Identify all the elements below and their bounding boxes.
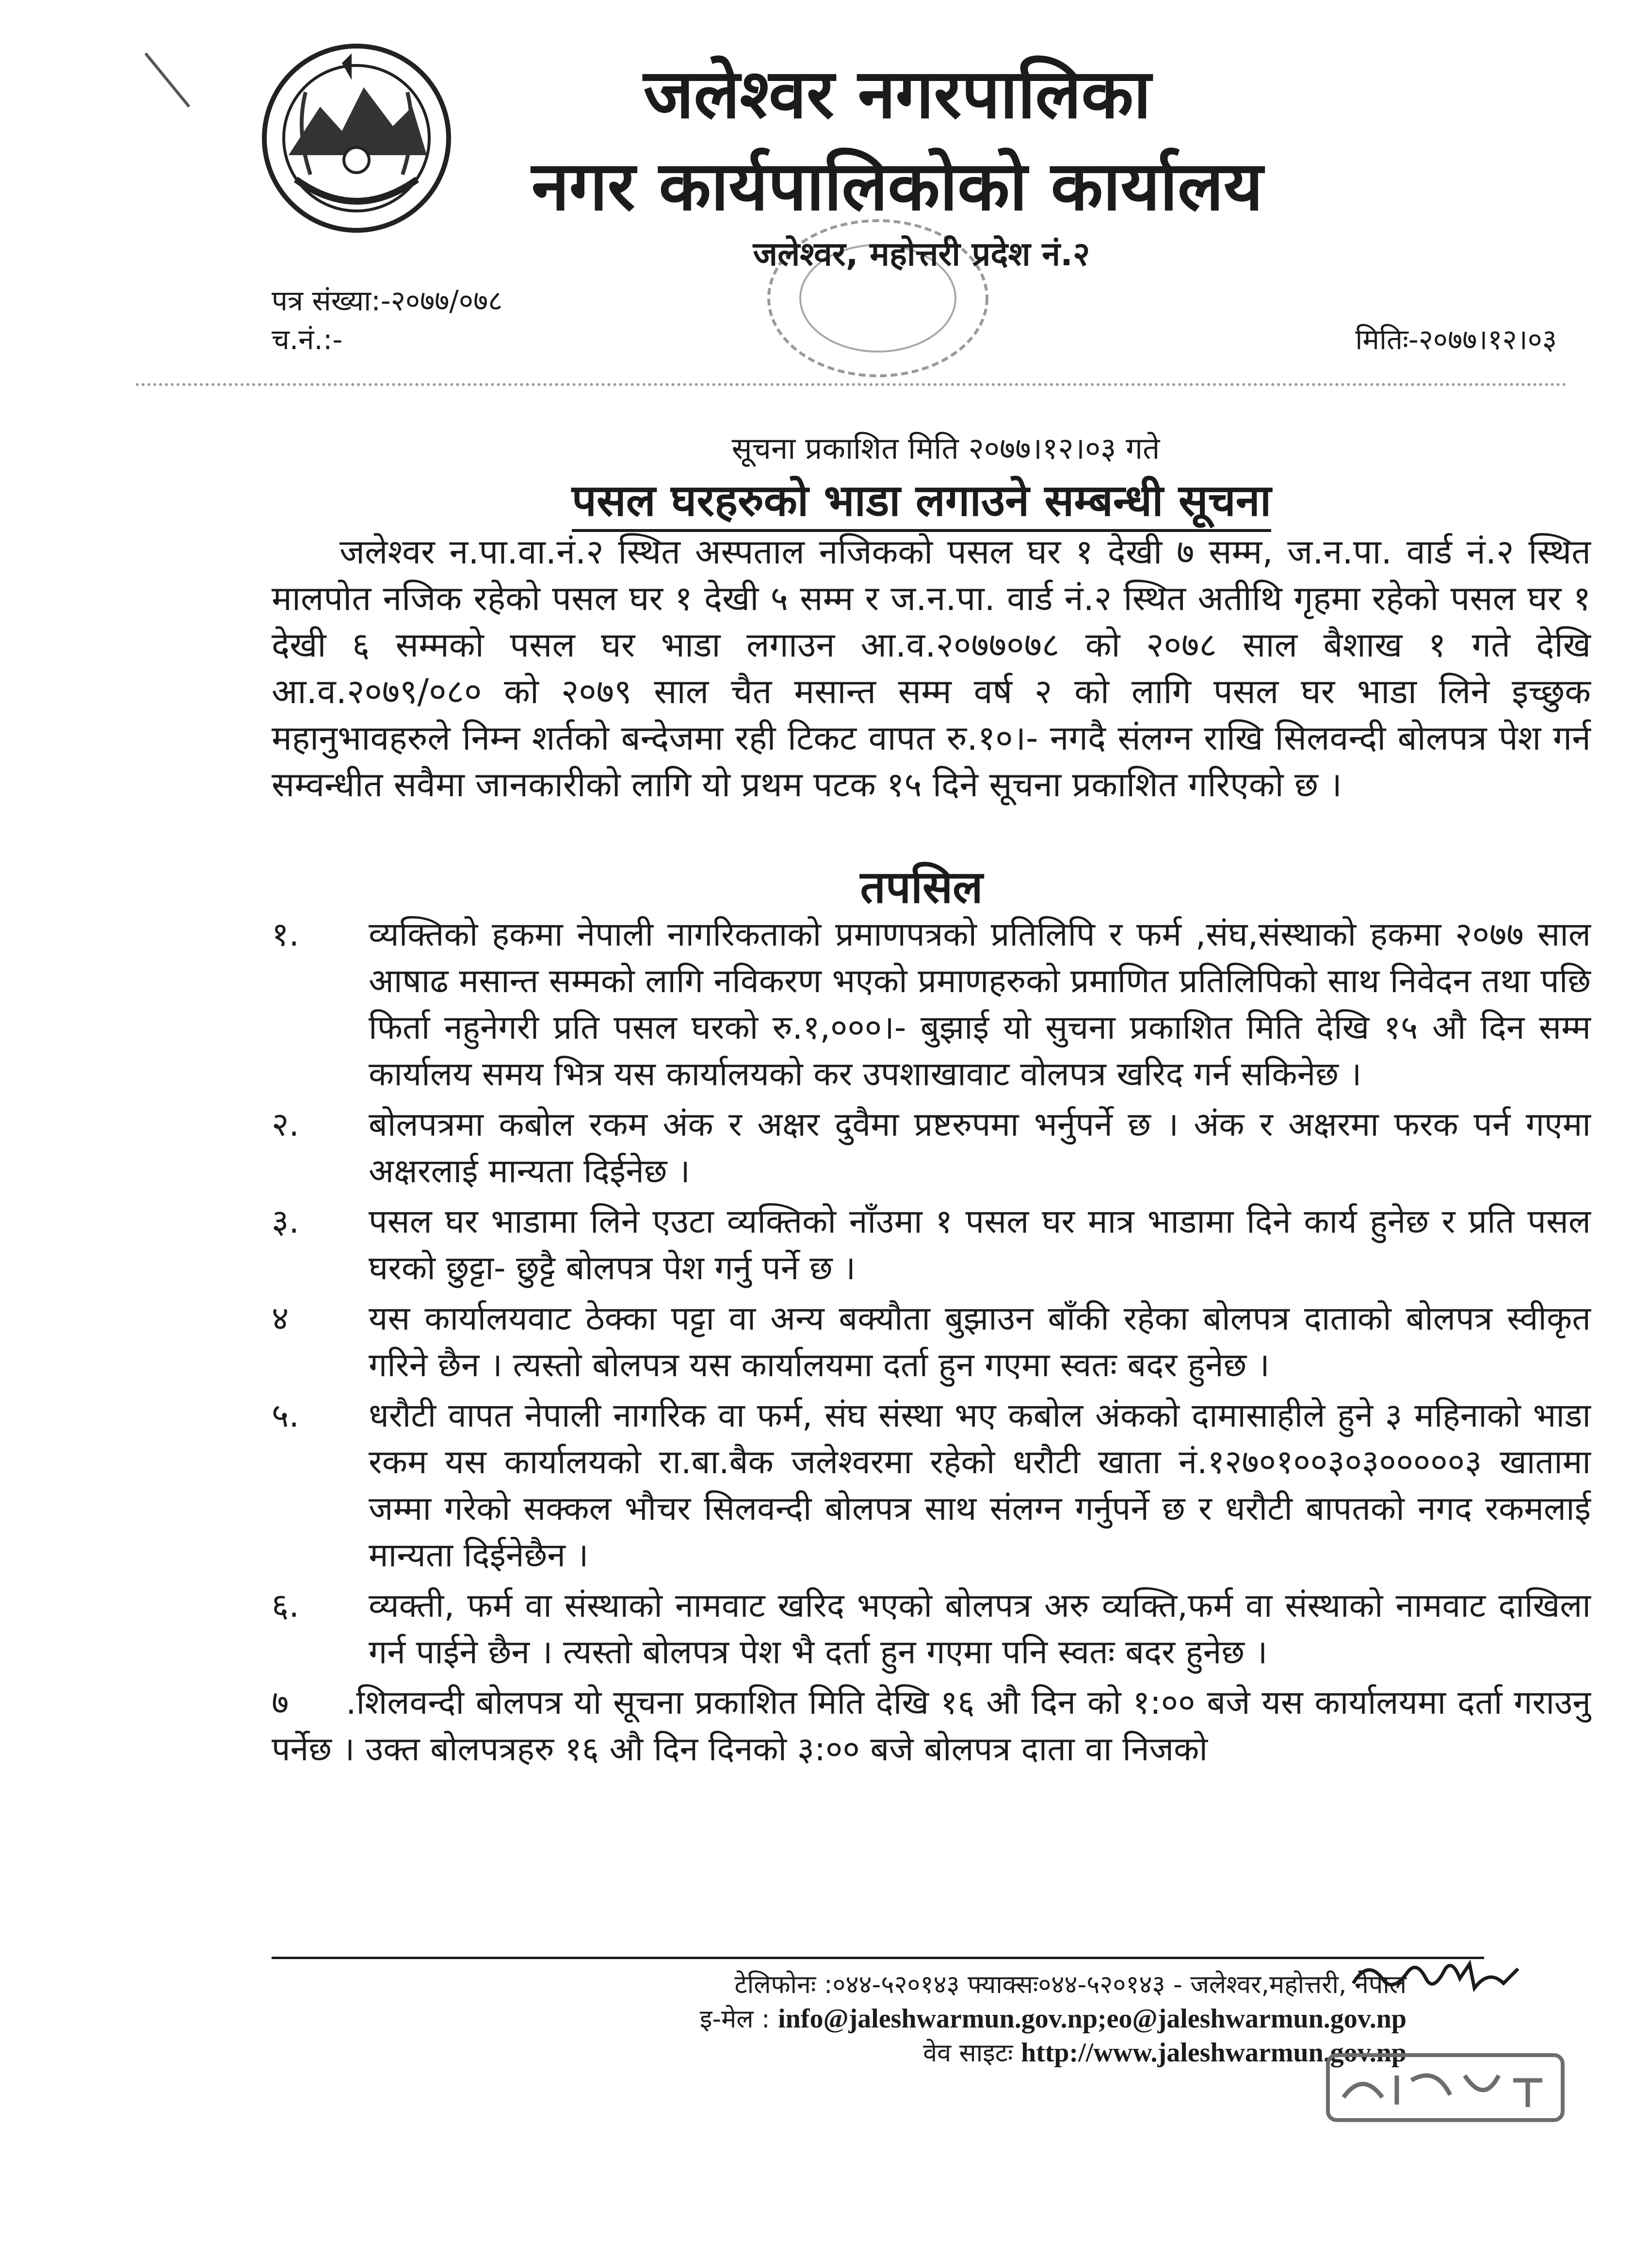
office-subtitle: नगर कार्यपालिकोको कार्यालय bbox=[531, 147, 1263, 226]
website-label: वेव साइटः bbox=[923, 2039, 1013, 2068]
condition-number: १. bbox=[272, 916, 299, 954]
pen-mark bbox=[141, 48, 199, 116]
condition-number: २. bbox=[272, 1106, 299, 1144]
condition-number: ४ bbox=[272, 1300, 289, 1338]
letter-number: पत्र संख्या:-२०७७/०७८ bbox=[272, 284, 503, 317]
condition-text: पसल घर भाडामा लिने एउटा व्यक्तिको नाँउमा १ पसल घर मात्र भाडामा दिने कार्य हुनेछ र प्रति पसल घरको छुट्टा- छुट्टै बोलपत्र पेश गर्नु पर्ने छ । bbox=[369, 1203, 1591, 1287]
header-divider bbox=[136, 383, 1567, 386]
authorized-stamp bbox=[1324, 2051, 1567, 2124]
footer-email-line bbox=[436, 2003, 1406, 2035]
office-name: जलेश्वर नगरपालिका bbox=[643, 55, 1151, 134]
office-address: जलेश्वर, महोत्तरी प्रदेश नं.२ bbox=[753, 235, 1090, 273]
conditions-heading: तपसिल bbox=[860, 861, 983, 913]
condition-text: यस कार्यालयवाट ठेक्का पट्टा वा अन्य बक्यौता बुझाउन बाँकी रहेका बोलपत्र दाताको बोलपत्र स्वीकृत गरिने छैन । त्यस्तो बोलपत्र यस कार्यालयमा दर्ता हुन गएमा स्वतः बदर हुनेछ । bbox=[369, 1300, 1591, 1384]
condition-text: व्यक्तिको हकमा नेपाली नागरिकताको प्रमाणपत्रको प्रतिलिपि र फर्म ,संघ,संस्थाको हकमा २०७७ साल आषाढ मसान्त सम्मको लागि नविकरण भएको प्रमाणहरुको प्रमाणित प्रतिलिपिको साथ निवेदन तथा पछि फिर्ता नहुनेगरी प्रति पसल घरको रु.१,०००।- बुझाई यो सुचना प्रकाशित मिति देखि १५ औ दिन सम्म कार्यालय समय भित्र यस कार्यालयको कर उपशाखावाट वोलपत्र खरिद गर्न सकिनेछ । bbox=[369, 916, 1591, 1094]
website-link[interactable]: http://www.jaleshwarmun.gov.np bbox=[1020, 2038, 1406, 2068]
conditions-list bbox=[272, 912, 1591, 1773]
publication-date: सूचना प्रकाशित मिति २०७७।१२।०३ गते bbox=[731, 431, 1160, 466]
email-label: इ-मेल : bbox=[699, 2005, 770, 2034]
footer-divider bbox=[272, 1957, 1484, 1959]
footer-phone: टेलिफोनः :०४४-५२०१४३ फ्याक्सः०४४-५२०१४३ - जलेश्वर,महोत्तरी, नेपाल bbox=[734, 1970, 1406, 1999]
condition-text: .शिलवन्दी बोलपत्र यो सूचना प्रकाशित मिति देखि १६ औ दिन को १:०० बजे यस कार्यालयमा दर्ता गराउनु पर्नेछ । उक्त बोलपत्रहरु १६ औ दिन दिनको ३:०० बजे बोलपत्र दाता वा निजको bbox=[272, 1684, 1591, 1769]
condition-number: ७ bbox=[272, 1684, 289, 1722]
condition-item bbox=[272, 1199, 1591, 1292]
condition-number: ३. bbox=[272, 1203, 299, 1241]
condition-item bbox=[272, 1102, 1591, 1195]
signature bbox=[1348, 1949, 1523, 2008]
condition-text: धरौटी वापत नेपाली नागरिक वा फर्म, संघ संस्था भए कबोल अंकको दामासाहीले हुने ३ महिनाको भाडा रकम यस कार्यालयको रा.बा.बैक जलेश्वरमा रहेको धरौटी खाता नं.१२७०१००३०३०००००३ खातामा जम्मा गरेको सक्कल भौचर सिलवन्दी बोलपत्र साथ संलग्न गर्नुपर्ने छ र धरौटी बापतको नगद रकमलाई मान्यता दिईनेछैन । bbox=[369, 1397, 1591, 1575]
notice-intro: जलेश्वर न.पा.वा.नं.२ स्थित अस्पताल नजिकको पसल घर १ देखी ७ सम्म, ज.न.पा. वार्ड नं.२ स्थित मालपोत नजिक रहेको पसल घर १ देखी ५ सम्म र ज.न.पा. वार्ड नं.२ स्थित अतीथि गृहमा रहेको पसल घर १ देखी ६ सम्मको पसल घर भाडा लगाउन आ.व.२०७७०७८ को २०७८ साल बैशाख १ गते देखि आ.व.२०७९/०८० को २०७९ साल चैत मसान्त सम्म वर्ष २ को लागि पसल घर भाडा लिने इच्छुक महानुभावहरुले निम्न शर्तको बन्देजमा रही टिकट वापत रु.१०।- नगदै संलग्न राखि सिलवन्दी बोलपत्र पेश गर्न सम्वन्धीत सवैमा जानकारीको लागि यो प्रथम पटक १५ दिने सूचना प्रकाशित गरिएको छ । bbox=[272, 532, 1591, 804]
condition-item bbox=[272, 1393, 1591, 1579]
condition-text: व्यक्ती, फर्म वा संस्थाको नामवाट खरिद भएको बोलपत्र अरु व्यक्ति,फर्म वा संस्थाको नामवाट दाखिला गर्न पाईने छैन । त्यस्तो बोलपत्र पेश भै दर्ता हुन गएमा पनि स्वतः बदर हुनेछ । bbox=[369, 1587, 1591, 1672]
condition-number: ६. bbox=[272, 1587, 299, 1625]
letter-date: मितिः-२०७७।१२।०३ bbox=[1355, 323, 1557, 356]
footer-web-line bbox=[436, 2037, 1406, 2069]
condition-item bbox=[272, 1296, 1591, 1389]
notice-title: पसल घरहरुको भाडा लगाउने सम्बन्धी सूचना bbox=[534, 473, 1310, 529]
dispatch-number: च.नं.:- bbox=[272, 323, 343, 356]
email-link[interactable]: info@jaleshwarmun.gov.np;eo@jaleshwarmun.gov.np bbox=[778, 2004, 1406, 2034]
condition-item-7 bbox=[272, 1680, 1591, 1773]
condition-item bbox=[272, 1583, 1591, 1676]
nepal-government-emblem-icon bbox=[252, 34, 461, 242]
condition-item bbox=[272, 912, 1591, 1098]
condition-number: ५. bbox=[272, 1397, 299, 1435]
condition-text: बोलपत्रमा कबोल रकम अंक र अक्षर दुवैमा प्रष्टरुपमा भर्नुपर्ने छ । अंक र अक्षरमा फरक पर्न गएमा अक्षरलाई मान्यता दिईनेछ । bbox=[369, 1106, 1591, 1190]
